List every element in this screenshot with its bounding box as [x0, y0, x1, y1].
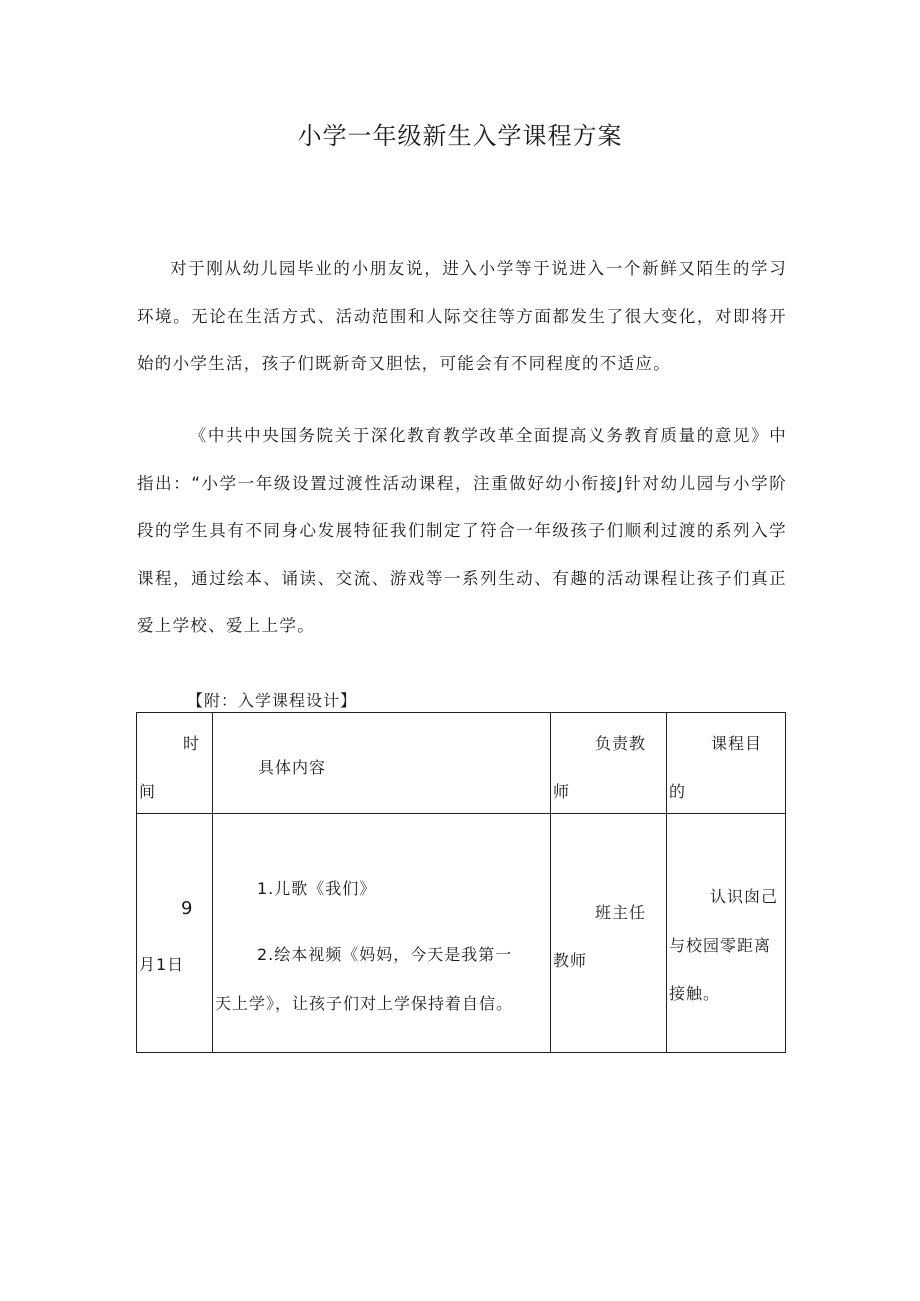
goal-cell — [667, 814, 786, 1053]
goal-line3: 接触。 — [669, 984, 721, 1003]
header-time-cell — [137, 713, 213, 814]
date-line2: 月1日 — [139, 955, 185, 974]
header-goal-line2: 的 — [669, 782, 687, 801]
header-content: 具体内容 — [258, 758, 327, 777]
header-goal-line1: 课程目 — [711, 734, 763, 753]
course-design-table — [136, 712, 786, 1053]
teacher-line1: 班主任 — [595, 903, 647, 922]
date-line1: 9 — [181, 898, 194, 919]
content-cell — [213, 814, 551, 1053]
table-row — [137, 814, 786, 1053]
teacher-line2: 教师 — [553, 951, 588, 970]
document-title: 小学一年级新生入学课程方案 — [297, 122, 623, 150]
header-teacher-line2: 师 — [553, 782, 571, 801]
goal-line2: 与校园零距离 — [669, 936, 772, 955]
content-item-2-line1: 2.绘本视频《妈妈，今天是我第一 — [257, 945, 513, 964]
content-item-1: 1.儿歌《我们》 — [257, 879, 377, 898]
intro-paragraph: 对于刚从幼儿园毕业的小朋友说，进入小学等于说进入一个新鲜又陌生的学习环境。无论在生活方式、活动范围和人际交往等方面都发生了很大变化，对即将开始的小学生活，孩子们既新奇又胆怯，可能会有不同程度的不适应。 — [137, 259, 787, 373]
content-item-2-line2: 天上学》，让孩子们对上学保持着自信。 — [215, 994, 514, 1013]
date-cell — [137, 814, 213, 1053]
header-goal-cell — [667, 713, 786, 814]
table-header-row — [137, 713, 786, 814]
appendix-label: 【附：入学课程设计】 — [187, 691, 358, 710]
header-teacher-cell — [551, 713, 667, 814]
header-content-cell — [213, 713, 551, 814]
header-teacher-line1: 负责教 — [595, 734, 647, 753]
teacher-cell — [551, 814, 667, 1053]
header-time-line2: 间 — [139, 782, 157, 801]
policy-paragraph: 《中共中央国务院关于深化教育教学改革全面提高义务教育质量的意见》中指出：“小学一年级设置过渡性活动课程，注重做好幼小衔接J针对幼儿园与小学阶段的学生具有不同身心发展特征我们制定了符合一年级孩子们顺利过渡的系列入学课程，通过绘本、诵读、交流、游戏等一系列生动、有趣的活动课程让孩子们真正爱上学校、爱上上学。 — [137, 426, 787, 635]
goal-line1: 认识囱己 — [710, 887, 779, 906]
header-time-line1: 时 — [183, 734, 201, 753]
